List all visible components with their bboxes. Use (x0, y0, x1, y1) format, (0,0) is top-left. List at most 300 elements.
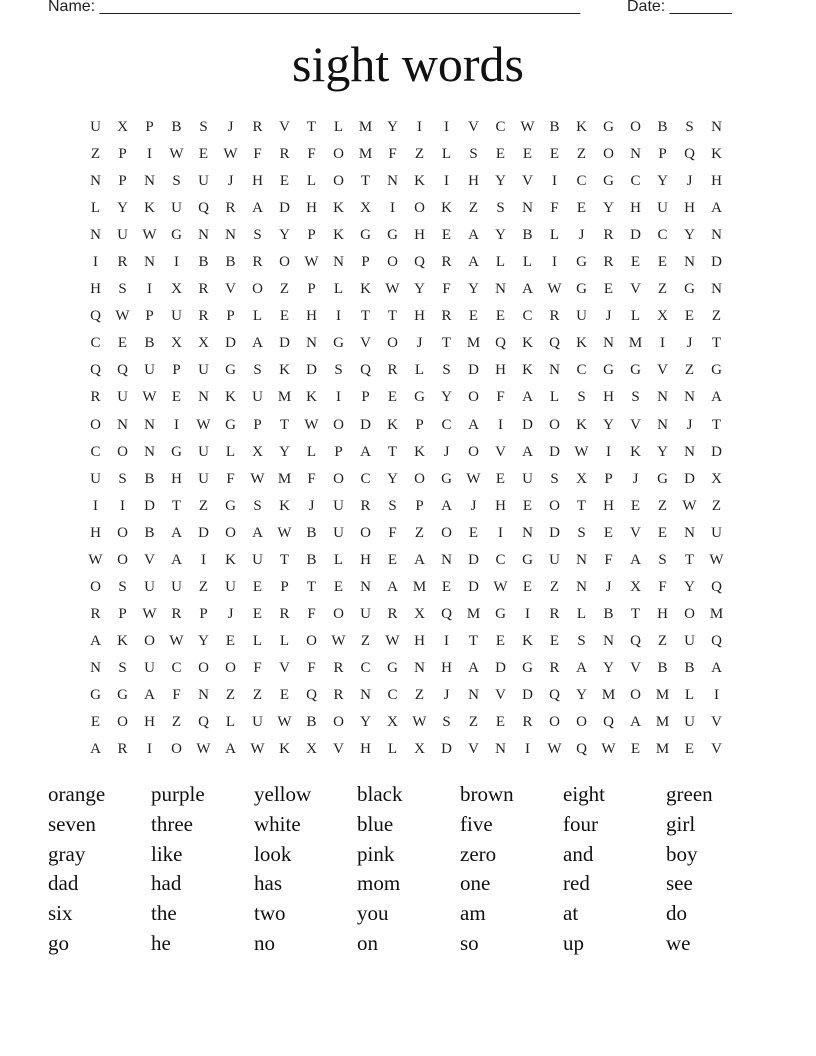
grid-cell: N (144, 173, 155, 190)
grid-cell: U (171, 578, 182, 595)
grid-cell: Z (711, 308, 722, 325)
grid-cell: C (657, 227, 668, 244)
grid-cell: V (495, 687, 506, 703)
grid-cell: R (603, 227, 614, 244)
grid-cell: L (684, 687, 695, 703)
grid-cell: Q (360, 362, 371, 379)
grid-cell: R (441, 308, 452, 325)
grid-cell: V (630, 416, 641, 433)
grid-cell: P (361, 254, 370, 271)
word-list-item: pink (357, 841, 395, 866)
grid-cell: B (306, 714, 317, 731)
grid-cell: S (118, 659, 127, 676)
grid-cell: T (468, 632, 479, 649)
grid-cell: H (144, 714, 155, 731)
grid-cell: E (630, 254, 641, 271)
grid-cell: P (307, 281, 316, 298)
date-field-label: Date: _______ (627, 0, 732, 15)
grid-cell: S (118, 281, 127, 298)
grid-cell: R (117, 741, 128, 758)
grid-cell: V (711, 741, 722, 758)
grid-cell: R (549, 659, 560, 676)
grid-cell: G (630, 362, 641, 379)
grid-cell: W (277, 714, 292, 731)
grid-cell: W (142, 389, 157, 406)
grid-cell: D (495, 659, 506, 676)
grid-cell: F (253, 146, 262, 163)
grid-cell: O (549, 497, 560, 514)
grid-cell: H (414, 632, 425, 649)
grid-cell: I (417, 119, 422, 136)
grid-cell: N (144, 254, 155, 271)
grid-cell: M (709, 605, 724, 622)
grid-cell: I (174, 416, 179, 433)
grid-cell: Z (90, 146, 101, 163)
grid-cell: Z (360, 632, 371, 649)
grid-cell: I (147, 146, 152, 163)
grid-cell: A (468, 659, 479, 676)
grid-cell: U (711, 524, 722, 541)
grid-cell: R (441, 254, 452, 271)
grid-cell: C (495, 551, 506, 568)
grid-cell: V (711, 714, 722, 731)
grid-cell: L (90, 200, 101, 217)
grid-cell: U (333, 524, 344, 541)
grid-cell: O (333, 416, 344, 433)
grid-row (82, 655, 730, 682)
grid-cell: L (522, 254, 533, 271)
grid-cell: E (387, 551, 398, 568)
grid-cell: P (604, 470, 613, 487)
grid-cell: A (630, 551, 641, 568)
grid-cell: R (225, 200, 236, 217)
grid-cell: P (415, 497, 424, 514)
grid-cell: T (684, 551, 695, 568)
grid-cell: A (522, 443, 533, 460)
grid-cell: U (684, 714, 695, 731)
word-list-item: has (254, 871, 282, 896)
grid-cell: W (142, 227, 157, 244)
grid-cell: U (252, 389, 263, 406)
word-list-item: mom (357, 871, 401, 896)
grid-cell: Q (306, 687, 317, 703)
grid-cell: B (522, 227, 533, 244)
grid-cell: T (360, 308, 371, 325)
grid-cell: G (522, 551, 533, 568)
grid-cell: K (279, 362, 290, 379)
grid-cell: Q (711, 632, 722, 649)
grid-cell: S (577, 524, 586, 541)
grid-cell: I (174, 254, 179, 271)
grid-cell: D (441, 741, 452, 758)
grid-cell: I (147, 741, 152, 758)
grid-cell: H (657, 605, 668, 622)
grid-cell: M (358, 119, 373, 136)
grid-cell: A (468, 227, 479, 244)
grid-row (82, 439, 730, 466)
grid-cell: H (171, 470, 182, 487)
grid-cell: K (711, 146, 722, 163)
grid-cell: F (307, 146, 316, 163)
grid-cell: I (525, 605, 530, 622)
grid-cell: Y (414, 281, 425, 298)
grid-cell: G (171, 227, 182, 244)
grid-cell: T (279, 551, 290, 568)
grid-cell: B (306, 551, 317, 568)
grid-cell: K (225, 389, 236, 406)
grid-cell: N (495, 741, 506, 758)
grid-cell: Q (549, 335, 560, 352)
grid-cell: I (93, 497, 98, 514)
grid-cell: W (196, 416, 211, 433)
grid-cell: C (90, 335, 101, 352)
grid-cell: G (360, 227, 371, 244)
grid-cell: Z (225, 687, 236, 703)
grid-cell: W (331, 632, 346, 649)
grid-cell: P (118, 146, 127, 163)
grid-cell: R (549, 605, 560, 622)
grid-cell: G (90, 687, 101, 703)
grid-cell: P (280, 578, 289, 595)
grid-cell: J (632, 470, 639, 487)
grid-cell: B (306, 524, 317, 541)
grid-cell: N (711, 227, 722, 244)
grid-cell: K (360, 281, 371, 298)
header (0, 0, 816, 20)
grid-cell: C (441, 416, 452, 433)
grid-cell: D (306, 362, 317, 379)
grid-cell: K (279, 741, 290, 758)
grid-cell: O (333, 605, 344, 622)
grid-cell: Y (684, 227, 695, 244)
grid-cell: U (522, 470, 533, 487)
grid-cell: O (198, 659, 209, 676)
grid-cell: K (414, 173, 425, 190)
grid-cell: Q (117, 362, 128, 379)
grid-cell: O (144, 632, 155, 649)
grid-cell: H (630, 200, 641, 217)
grid-cell: B (144, 335, 155, 352)
grid-cell: T (576, 497, 587, 514)
word-list-item: eight (563, 782, 605, 806)
grid-cell: W (304, 416, 319, 433)
grid-cell: Z (657, 632, 668, 649)
grid-cell: X (711, 470, 722, 487)
word-list-item: on (357, 930, 378, 955)
grid-row (82, 520, 730, 547)
grid-cell: H (414, 308, 425, 325)
word-list-item: yellow (254, 782, 312, 806)
grid-cell: J (470, 497, 477, 514)
grid-cell: E (522, 497, 533, 514)
grid-cell: E (441, 578, 452, 595)
grid-cell: F (307, 470, 316, 487)
grid-cell: A (225, 741, 236, 758)
grid-cell: W (547, 281, 562, 298)
grid-cell: K (279, 497, 290, 514)
grid-row (82, 141, 730, 168)
grid-cell: U (90, 119, 101, 136)
grid-cell: W (385, 281, 400, 298)
grid-cell: S (172, 173, 181, 190)
grid-cell: I (93, 254, 98, 271)
grid-cell: R (279, 146, 290, 163)
grid-cell: R (198, 308, 209, 325)
grid-cell: N (684, 524, 695, 541)
grid-row (82, 547, 730, 574)
grid-cell: D (684, 470, 695, 487)
grid-cell: M (358, 146, 373, 163)
grid-cell: T (387, 443, 398, 460)
grid-cell: H (90, 281, 101, 298)
grid-cell: V (522, 173, 533, 190)
grid-cell: N (90, 659, 101, 676)
grid-cell: V (360, 335, 371, 352)
grid-cell: K (414, 443, 425, 460)
grid-cell: N (306, 335, 317, 352)
grid-cell: N (711, 119, 722, 136)
word-list-item: orange (48, 782, 106, 806)
grid-cell: K (630, 443, 641, 460)
grid-cell: G (657, 470, 668, 487)
grid-cell: E (549, 632, 560, 649)
grid-cell: Q (711, 578, 722, 595)
grid-row (82, 303, 730, 330)
grid-cell: R (522, 714, 533, 731)
grid-cell: I (201, 551, 206, 568)
grid-cell: X (657, 308, 668, 325)
grid-row (82, 493, 730, 520)
grid-row (82, 114, 730, 141)
grid-cell: W (709, 551, 724, 568)
grid-cell: L (495, 254, 506, 271)
grid-cell: Z (414, 687, 425, 703)
grid-cell: O (684, 605, 695, 622)
grid-cell: Q (603, 714, 614, 731)
grid-cell: Z (576, 146, 587, 163)
grid-cell: Q (549, 687, 560, 703)
grid-row (82, 222, 730, 249)
grid-cell: E (549, 146, 560, 163)
word-list-item: zero (460, 841, 497, 866)
name-field-label: Name: ______________________________________________________ (48, 0, 581, 15)
grid-cell: N (198, 389, 209, 406)
grid-cell: U (144, 578, 155, 595)
grid-cell: M (466, 335, 481, 352)
grid-cell: Z (414, 524, 425, 541)
grid-cell: N (522, 200, 533, 217)
grid-cell: E (387, 389, 398, 406)
grid-cell: E (630, 497, 641, 514)
word-list-item: black (357, 782, 403, 806)
grid-cell: U (657, 200, 668, 217)
word-list-item: white (254, 811, 301, 836)
grid-cell: W (385, 632, 400, 649)
word-list-item: so (460, 930, 479, 955)
grid-cell: Y (495, 227, 506, 244)
grid-cell: Q (414, 254, 425, 271)
grid-cell: R (90, 605, 101, 622)
grid-cell: Y (603, 659, 614, 676)
grid-cell: O (333, 470, 344, 487)
grid-cell: P (145, 119, 154, 136)
grid-row (82, 276, 730, 303)
grid-cell: U (333, 497, 344, 514)
grid-cell: Q (495, 335, 506, 352)
grid-cell: N (468, 687, 479, 703)
grid-cell: G (603, 173, 614, 190)
grid-cell: Z (198, 497, 209, 514)
grid-cell: Q (441, 605, 452, 622)
grid-cell: M (277, 470, 292, 487)
word-list-item: had (151, 871, 182, 896)
grid-cell: O (117, 443, 128, 460)
grid-cell: F (307, 659, 316, 676)
grid-cell: J (227, 119, 234, 136)
grid-cell: T (306, 578, 317, 595)
grid-cell: Q (630, 632, 641, 649)
grid-cell: X (387, 714, 398, 731)
grid-cell: G (225, 497, 236, 514)
grid-cell: N (117, 416, 128, 433)
grid-cell: L (225, 714, 236, 731)
grid-cell: S (199, 119, 208, 136)
grid-cell: Y (117, 200, 128, 217)
grid-cell: Y (279, 227, 290, 244)
grid-cell: P (145, 308, 154, 325)
grid-row (82, 466, 730, 493)
grid-cell: D (522, 416, 533, 433)
word-list-item: girl (666, 811, 696, 836)
grid-cell: G (387, 659, 398, 676)
grid-cell: W (547, 741, 562, 758)
grid-cell: X (360, 200, 371, 217)
grid-cell: G (441, 470, 452, 487)
grid-cell: K (333, 227, 344, 244)
grid-cell: W (520, 119, 535, 136)
grid-cell: W (196, 741, 211, 758)
grid-cell: C (522, 308, 533, 325)
grid-cell: L (333, 119, 344, 136)
grid-cell: N (441, 551, 452, 568)
grid-cell: V (333, 741, 344, 758)
grid-cell: S (118, 578, 127, 595)
grid-cell: K (522, 335, 533, 352)
grid-cell: L (441, 146, 452, 163)
grid-cell: W (250, 470, 265, 487)
grid-cell: O (576, 714, 587, 731)
grid-cell: X (576, 470, 587, 487)
grid-cell: A (387, 578, 398, 595)
grid-cell: J (308, 497, 315, 514)
grid-cell: B (684, 659, 695, 676)
grid-cell: C (495, 119, 506, 136)
grid-cell: Z (171, 714, 182, 731)
grid-cell: A (252, 335, 263, 352)
grid-cell: A (468, 254, 479, 271)
word-list-item: blue (357, 811, 394, 836)
grid-cell: I (498, 416, 503, 433)
grid-cell: Y (468, 281, 479, 298)
grid-cell: S (577, 632, 586, 649)
grid-cell: U (252, 714, 263, 731)
grid-cell: I (390, 200, 395, 217)
grid-cell: V (495, 443, 506, 460)
grid-cell: H (603, 389, 614, 406)
grid-cell: H (360, 551, 371, 568)
grid-cell: J (605, 308, 612, 325)
grid-cell: T (630, 605, 641, 622)
grid-cell: A (90, 741, 101, 758)
grid-cell: A (522, 281, 533, 298)
grid-cell: N (495, 281, 506, 298)
grid-cell: A (252, 200, 263, 217)
grid-cell: O (171, 741, 182, 758)
grid-cell: M (628, 335, 643, 352)
grid-cell: A (630, 714, 641, 731)
grid-cell: W (223, 146, 238, 163)
grid-cell: R (333, 659, 344, 676)
grid-cell: X (630, 578, 641, 595)
grid-cell: Z (657, 497, 668, 514)
grid-cell: R (117, 254, 128, 271)
grid-cell: Z (684, 362, 695, 379)
grid-cell: X (252, 443, 263, 460)
word-list-item: boy (666, 841, 698, 866)
grid-cell: O (468, 443, 479, 460)
grid-cell: G (603, 362, 614, 379)
word-list-item: five (460, 811, 493, 836)
grid-cell: N (657, 416, 668, 433)
grid-cell: Y (198, 632, 209, 649)
grid-cell: X (306, 741, 317, 758)
grid-cell: E (684, 741, 695, 758)
grid-cell: C (387, 687, 398, 703)
grid-cell: X (171, 335, 182, 352)
word-list-item: no (254, 930, 275, 955)
grid-cell: R (387, 362, 398, 379)
grid-cell: E (603, 524, 614, 541)
grid-cell: K (576, 335, 587, 352)
grid-cell: Z (657, 281, 668, 298)
grid-cell: V (630, 524, 641, 541)
grid-cell: B (549, 119, 560, 136)
word-list-item: two (254, 901, 286, 926)
grid-cell: H (468, 173, 479, 190)
grid-cell: D (468, 551, 479, 568)
grid-cell: U (684, 632, 695, 649)
grid-cell: G (333, 335, 344, 352)
grid-cell: Q (90, 308, 101, 325)
grid-cell: Y (684, 578, 695, 595)
grid-cell: L (333, 281, 344, 298)
grid-cell: F (388, 524, 397, 541)
grid-row (82, 195, 730, 222)
grid-cell: W (412, 714, 427, 731)
grid-cell: S (442, 714, 451, 731)
grid-cell: D (468, 362, 479, 379)
grid-cell: W (682, 497, 697, 514)
grid-cell: D (144, 497, 155, 514)
grid-cell: G (684, 281, 695, 298)
grid-cell: H (360, 741, 371, 758)
grid-cell: O (630, 687, 641, 703)
grid-cell: G (225, 362, 236, 379)
grid-cell: L (333, 551, 344, 568)
grid-cell: P (307, 227, 316, 244)
grid-cell: N (603, 335, 614, 352)
grid-cell: N (225, 227, 236, 244)
